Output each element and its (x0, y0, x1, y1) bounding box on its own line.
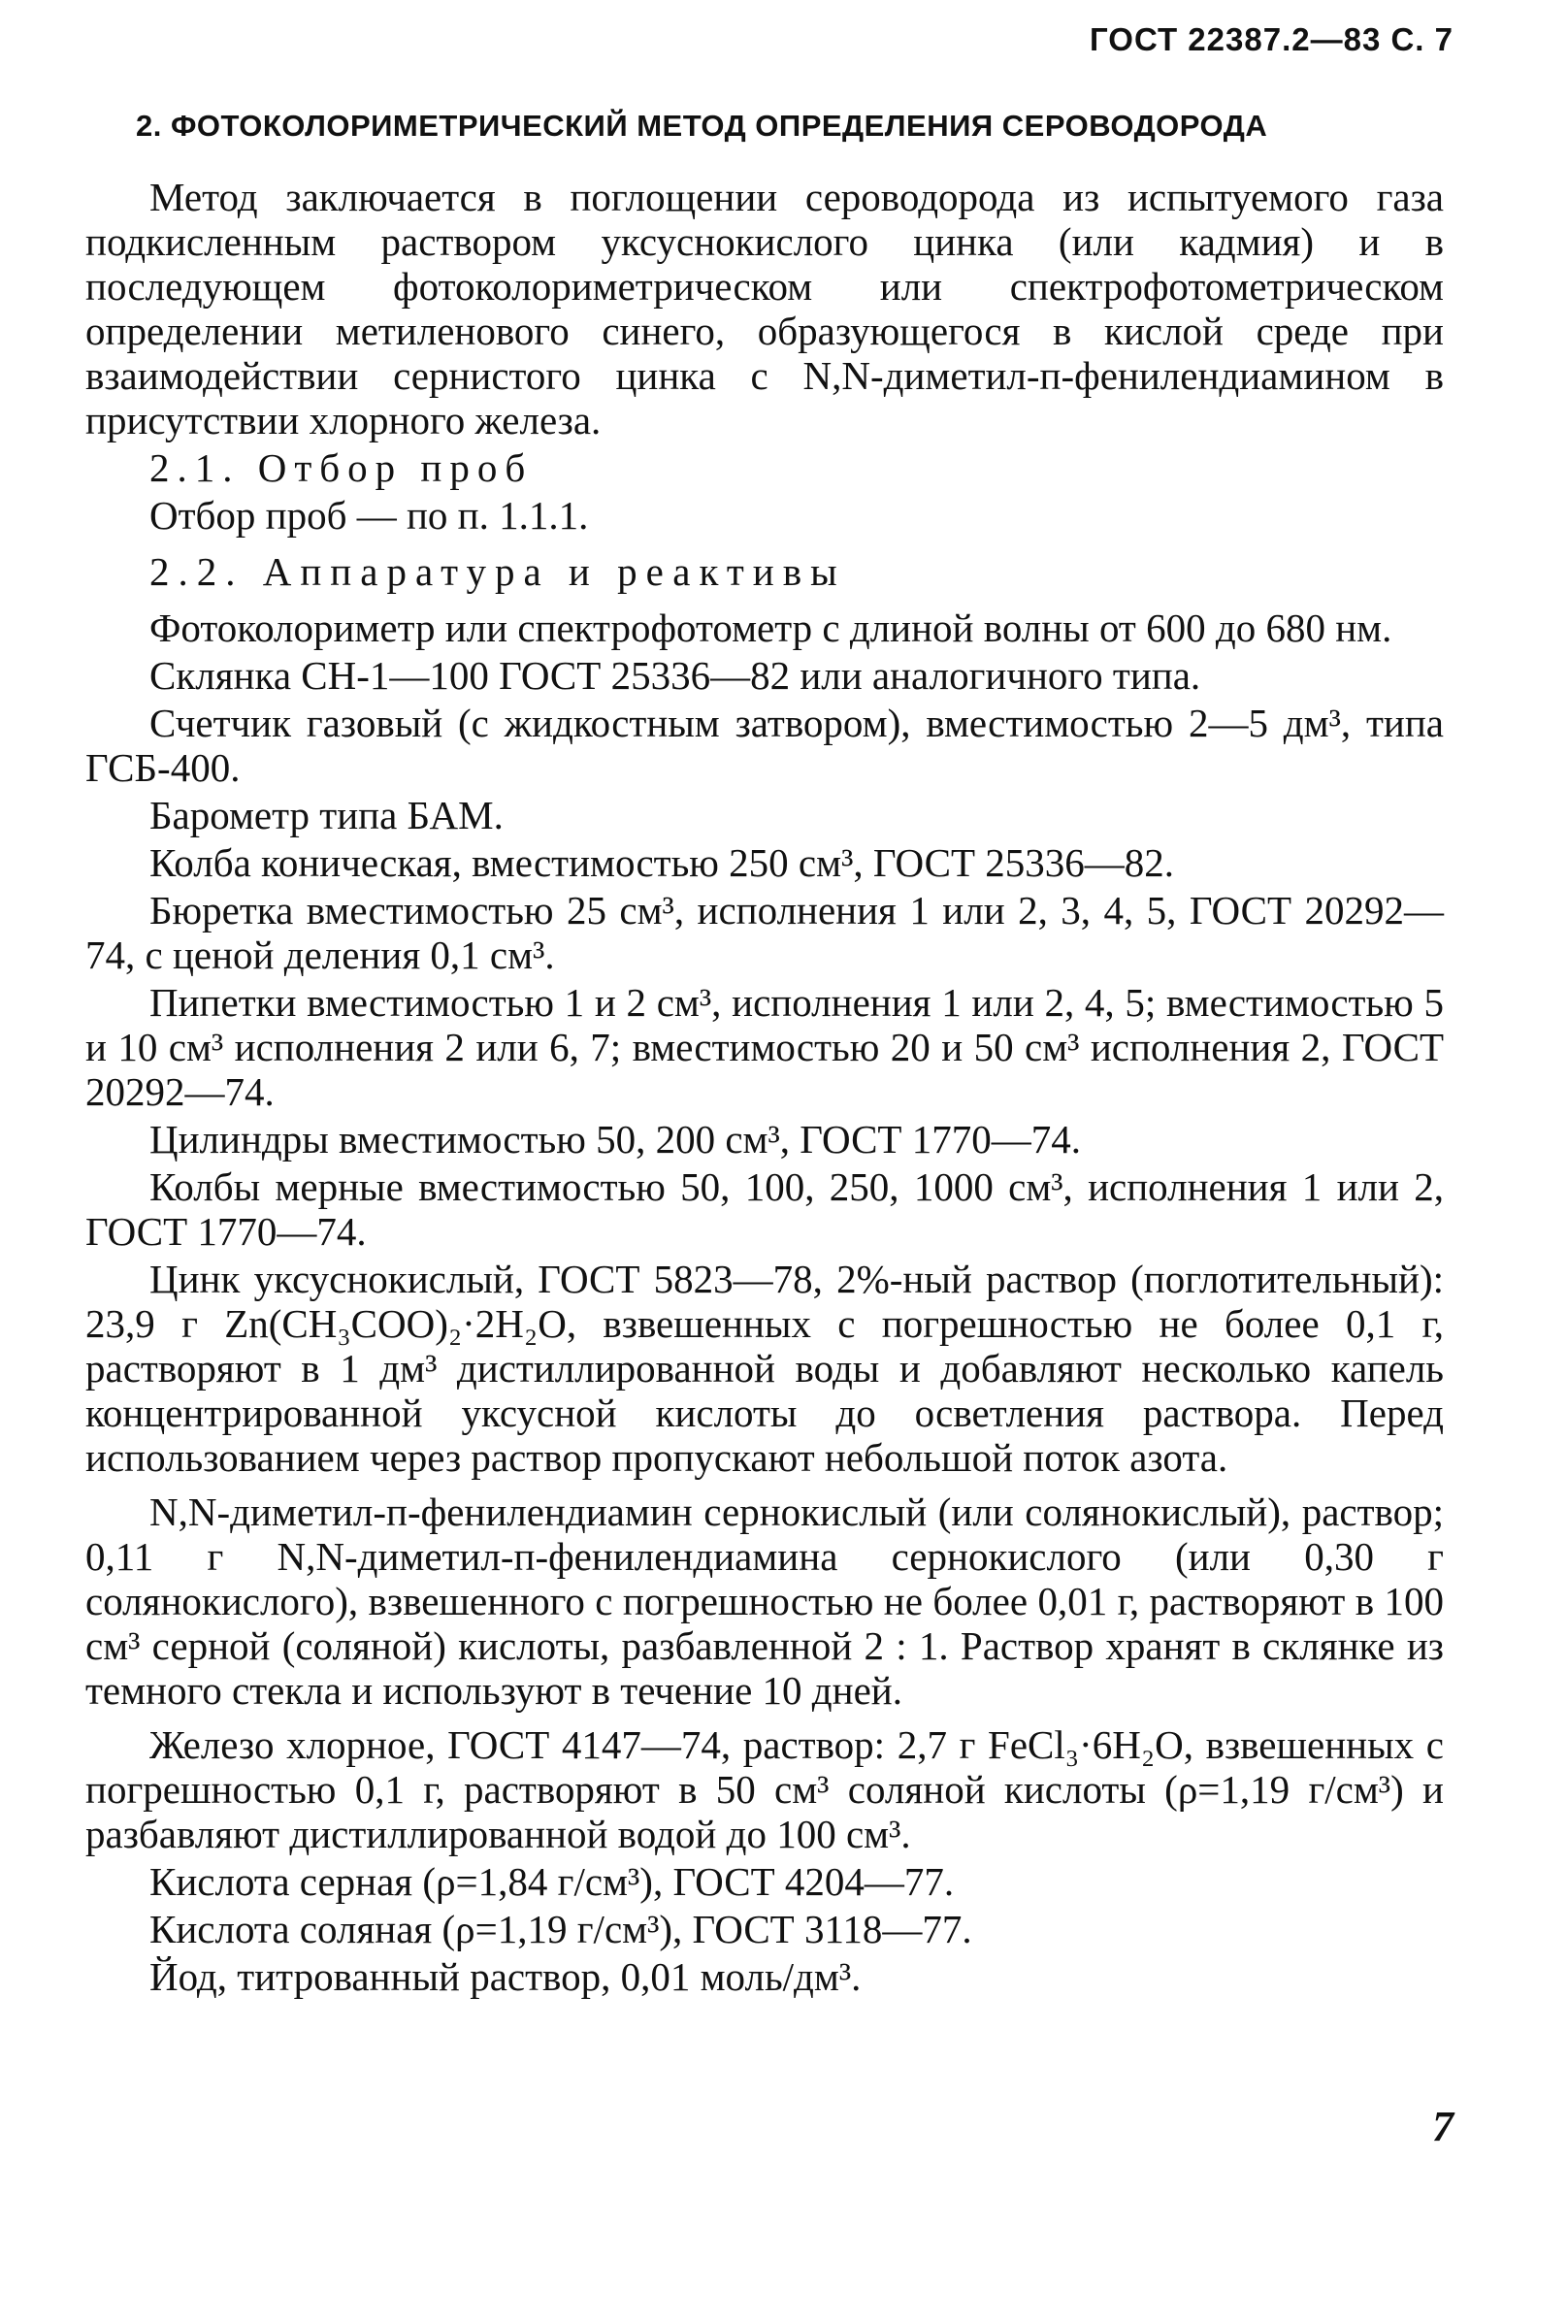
running-head: ГОСТ 22387.2—83 С. 7 (1090, 21, 1454, 57)
list-item: Бюретка вместимостью 25 см³, исполнения 1 или 2, 3, 4, 5, ГОСТ 20292—74, с ценой деления 0,1 см³. (85, 888, 1444, 977)
list-item: N,N-диметил-п-фенилендиамин сернокислый (или солянокислый), раствор; 0,11 г N,N-диметил-п-фенилендиамина сернокислого (или 0,30 г солянокислого), взвешенного с погрешностью не более 0,01 г, растворяют в 100 см³ серной (соляной) кислоты, разбавленной 2 : 1. Раствор хранят в склянке из темного стекла и используют в течение 10 дней. (85, 1489, 1444, 1713)
list-item: Склянка СН-1—100 ГОСТ 25336—82 или аналогичного типа. (149, 653, 1201, 698)
section-title: 2. ФОТОКОЛОРИМЕТРИЧЕСКИЙ МЕТОД ОПРЕДЕЛЕНИЯ СЕРОВОДОРОДА (136, 109, 1268, 143)
subsection-heading-sampling: 2.1. Отбор проб (149, 445, 534, 490)
list-item: Колба коническая, вместимостью 250 см³, ГОСТ 25336—82. (149, 840, 1175, 885)
page-number: 7 (1432, 2103, 1454, 2150)
paragraph-method-description: Метод заключается в поглощении сероводорода из испытуемого газа подкисленным раствором уксуснокислого цинка (или кадмия) и в последующем фотоколориметрическом или спектрофотометрическом определении метиленового синего, образующегося в кислой среде при взаимодействии сернистого цинка с N,N-диметил-п-фенилендиамином в присутствии хлорного железа. (85, 175, 1444, 442)
list-item: Пипетки вместимостью 1 и 2 см³, исполнения 1 или 2, 4, 5; вместимостью 5 и 10 см³ исполнения 2 или 6, 7; вместимостью 20 и 50 см³ исполнения 2, ГОСТ 20292—74. (85, 980, 1444, 1114)
subsection-heading-apparatus: 2.2. Аппаратура и реактивы (149, 549, 846, 594)
list-item: Кислота соляная (ρ=1,19 г/см³), ГОСТ 3118—77. (149, 1907, 972, 1951)
list-item: Фотоколориметр или спектрофотометр с длиной волны от 600 до 680 нм. (149, 606, 1392, 650)
list-item: Цилиндры вместимостью 50, 200 см³, ГОСТ 1770—74. (149, 1117, 1081, 1162)
list-item: Кислота серная (ρ=1,84 г/см³), ГОСТ 4204—77. (149, 1859, 955, 1904)
list-item: Йод, титрованный раствор, 0,01 моль/дм³. (149, 1954, 862, 1999)
list-item: Колбы мерные вместимостью 50, 100, 250, 1000 см³, исполнения 1 или 2, ГОСТ 1770—74. (85, 1164, 1444, 1254)
list-item: Цинк уксуснокислый, ГОСТ 5823—78, 2%-ный раствор (поглотительный): 23,9 г Zn(CH₃COO)₂·2H₂O, взвешенных с погрешностью не более 0,1 г, растворяют в 1 дм³ дистиллированной воды и добавляют несколько капель концентрированной уксусной кислоты до осветления раствора. Перед использованием через раствор пропускают небольшой поток азота. (85, 1257, 1444, 1480)
paragraph-sampling: Отбор проб — по п. 1.1.1. (149, 493, 589, 538)
list-item: Счетчик газовый (с жидкостным затвором), вместимостью 2—5 дм³, типа ГСБ-400. (85, 701, 1444, 790)
body-text (85, 175, 1444, 2002)
list-item: Железо хлорное, ГОСТ 4147—74, раствор: 2,7 г FeCl₃·6H₂O, взвешенных с погрешностью 0,1 г, растворяют в 50 см³ соляной кислоты (ρ=1,19 г/см³) и разбавляют дистиллированной водой до 100 см³. (85, 1722, 1444, 1856)
list-item: Барометр типа БАМ. (149, 793, 504, 837)
